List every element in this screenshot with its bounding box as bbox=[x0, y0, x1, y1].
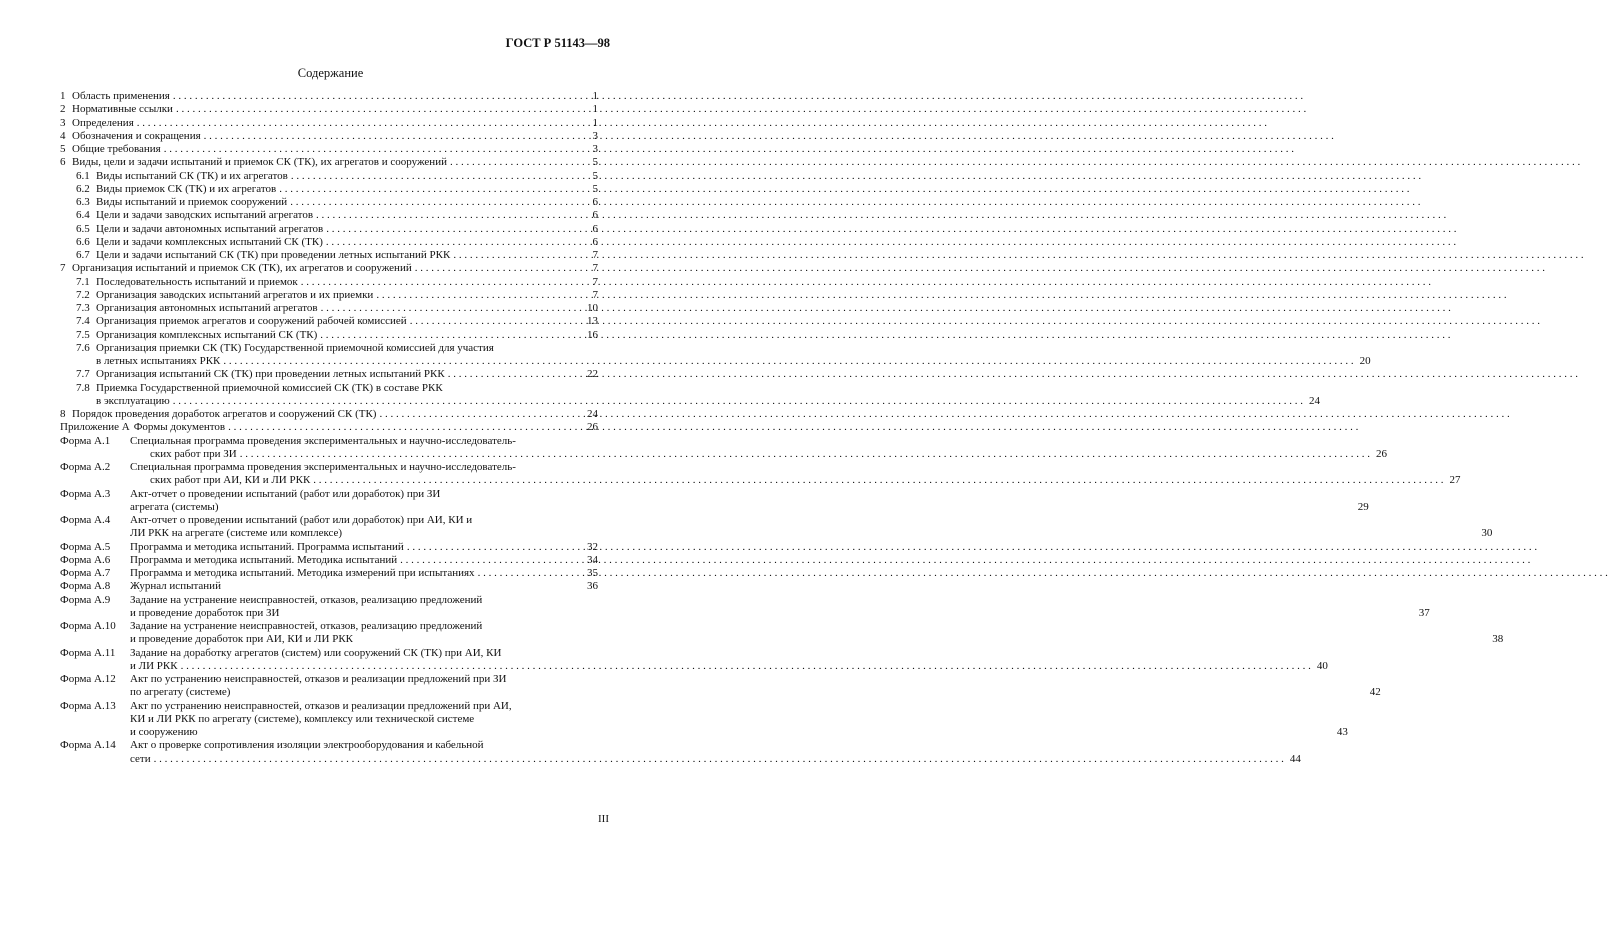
form-label: Форма А.1 bbox=[60, 434, 111, 447]
entry-number: 2 bbox=[60, 103, 66, 116]
dot-leader bbox=[326, 236, 581, 249]
dot-leader bbox=[228, 421, 581, 434]
toc-entry[interactable] bbox=[60, 117, 598, 130]
appendix-label: Приложение А bbox=[60, 421, 130, 434]
toc-subentry[interactable] bbox=[60, 329, 598, 342]
entry-number: 7.6 bbox=[76, 341, 90, 354]
entry-page: 10 bbox=[587, 302, 598, 314]
toc-appendix[interactable] bbox=[60, 421, 598, 434]
table-of-contents bbox=[60, 90, 1504, 766]
form-label: Форма А.13 bbox=[60, 699, 116, 712]
entry-title-line: Акт-отчет о проведении испытаний (работ или доработок) при ЗИ bbox=[130, 487, 441, 500]
entry-title: Область применения bbox=[72, 90, 170, 102]
toc-subentry[interactable] bbox=[60, 236, 598, 249]
entry-page: 22 bbox=[587, 368, 598, 381]
entry-title-line: ЛИ РКК на агрегате (системе или комплексе) bbox=[130, 527, 343, 540]
toc-subentry[interactable] bbox=[60, 183, 598, 196]
dot-leader bbox=[415, 262, 581, 275]
entry-page: 13 bbox=[587, 315, 598, 328]
toc-form[interactable] bbox=[60, 673, 1381, 700]
dot-leader bbox=[279, 183, 581, 196]
entry-number: 7.5 bbox=[76, 328, 90, 341]
entry-number: 8 bbox=[60, 408, 66, 420]
toc-form[interactable] bbox=[60, 461, 1461, 488]
toc-entry[interactable] bbox=[60, 143, 598, 156]
entry-page: 3 bbox=[592, 129, 598, 142]
toc-entry[interactable] bbox=[60, 262, 598, 275]
entry-page: 6 bbox=[592, 209, 598, 222]
standard-header: ГОСТ Р 51143—98 bbox=[505, 36, 610, 50]
entry-title: Нормативные ссылки bbox=[72, 103, 173, 116]
dot-leader bbox=[240, 448, 1370, 461]
toc-subentry[interactable] bbox=[60, 196, 598, 209]
entry-number: 3 bbox=[60, 116, 66, 129]
dot-leader bbox=[379, 408, 581, 421]
entry-number: 7.4 bbox=[76, 315, 90, 328]
entry-title-line: и ЛИ РКК bbox=[130, 659, 178, 672]
form-label: Форма А.5 bbox=[60, 540, 111, 553]
toc-subentry[interactable] bbox=[60, 368, 598, 381]
entry-page: 40 bbox=[1316, 659, 1328, 672]
dot-leader bbox=[154, 753, 1284, 766]
dot-leader bbox=[400, 554, 581, 567]
form-label: Форма А.11 bbox=[60, 646, 116, 659]
entry-title-line: Специальная программа проведения экспериментальных и научно-исследователь- bbox=[130, 461, 516, 473]
entry-number: 6.1 bbox=[76, 169, 90, 182]
toc-subentry[interactable] bbox=[60, 249, 598, 262]
entry-title: Организация приемок агрегатов и сооружений рабочей комиссией bbox=[96, 315, 407, 328]
entry-page: 20 bbox=[1359, 355, 1371, 367]
entry-title-line: Специальная программа проведения экспериментальных и научно-исследователь- bbox=[130, 434, 516, 447]
dot-leader bbox=[290, 196, 581, 209]
entry-title-line: сети bbox=[130, 752, 151, 765]
entry-number: 6.2 bbox=[76, 182, 90, 195]
dot-leader bbox=[291, 170, 581, 183]
entry-title-line: по агрегату (системе) bbox=[130, 686, 231, 699]
entry-number: 7.2 bbox=[76, 288, 90, 301]
dot-leader bbox=[320, 329, 581, 342]
form-label: Форма А.12 bbox=[60, 673, 116, 685]
toc-form[interactable] bbox=[60, 646, 1328, 674]
entry-title-line: Акт по устранению неисправностей, отказов и реализации предложений при ЗИ bbox=[130, 673, 507, 685]
entry-number: 6.3 bbox=[76, 196, 90, 208]
entry-page: 36 bbox=[587, 580, 598, 593]
dot-leader bbox=[316, 209, 581, 222]
entry-number: 7.3 bbox=[76, 302, 90, 314]
entry-page: 5 bbox=[592, 182, 598, 195]
entry-title: Цели и задачи заводских испытаний агрегатов bbox=[96, 209, 314, 222]
entry-number: 5 bbox=[60, 143, 66, 155]
entry-title-line: и проведение доработок при АИ, КИ и ЛИ РКК bbox=[130, 633, 353, 646]
entry-title-line: Организация приемки СК (ТК) Государственной приемочной комиссией для участия bbox=[96, 341, 494, 354]
entry-page: 16 bbox=[587, 328, 598, 341]
entry-title-line: в летных испытаниях РКК bbox=[96, 355, 221, 367]
toc-form[interactable] bbox=[60, 487, 1369, 515]
entry-title: Последовательность испытаний и приемок bbox=[96, 275, 298, 288]
entry-title: Программа и методика испытаний. Программа испытаний bbox=[130, 540, 404, 553]
dot-leader bbox=[448, 368, 581, 381]
entry-title: Программа и методика испытаний. Методика измерений при испытаниях bbox=[130, 567, 475, 579]
toc-form[interactable] bbox=[60, 699, 1348, 740]
entry-title: Обозначения и сокращения bbox=[72, 129, 201, 142]
entry-page: 7 bbox=[592, 275, 598, 288]
form-label: Форма А.2 bbox=[60, 461, 111, 473]
toc-entry[interactable] bbox=[60, 90, 598, 103]
entry-page: 35 bbox=[587, 567, 598, 579]
dot-leader bbox=[173, 395, 1303, 408]
dot-leader bbox=[204, 130, 581, 143]
entry-page: 5 bbox=[592, 169, 598, 182]
entry-number: 7.8 bbox=[76, 381, 90, 394]
entry-page: 3 bbox=[592, 143, 598, 155]
toc-subentry[interactable] bbox=[60, 170, 598, 183]
toc-form[interactable] bbox=[60, 434, 1387, 462]
entry-page: 26 bbox=[1375, 447, 1387, 460]
toc-subentry[interactable] bbox=[60, 223, 598, 236]
form-label: Форма А.4 bbox=[60, 514, 111, 526]
form-label: Форма А.7 bbox=[60, 567, 111, 579]
entry-title: Виды приемок СК (ТК) и их агрегатов bbox=[96, 182, 277, 195]
entry-page: 32 bbox=[587, 540, 598, 553]
entry-title: Организация автономных испытаний агрегатов bbox=[96, 302, 318, 314]
toc-subentry[interactable] bbox=[60, 302, 598, 315]
dot-leader bbox=[453, 249, 581, 262]
entry-title: Формы документов bbox=[133, 421, 226, 434]
entry-title: Виды испытаний СК (ТК) и их агрегатов bbox=[96, 169, 288, 182]
entry-title-line: КИ и ЛИ РКК по агрегату (системе), комплексу или технической системе bbox=[130, 712, 475, 725]
entry-page: 30 bbox=[1481, 527, 1493, 540]
entry-title: Организация испытаний и приемок СК (ТК), их агрегатов и сооружений bbox=[72, 262, 412, 275]
entry-title: Организация заводских испытаний агрегатов и их приемки bbox=[96, 288, 374, 301]
entry-page: 6 bbox=[592, 235, 598, 248]
entry-title: Виды испытаний и приемок сооружений bbox=[96, 196, 288, 208]
toc-form[interactable] bbox=[60, 739, 1301, 766]
entry-title: Организация комплексных испытаний СК (ТК) bbox=[96, 328, 318, 341]
entry-number: 6 bbox=[60, 156, 66, 169]
dot-leader bbox=[313, 474, 1443, 487]
toc-subentry[interactable] bbox=[60, 289, 598, 302]
toc-form[interactable] bbox=[60, 541, 598, 554]
entry-page: 7 bbox=[592, 288, 598, 301]
entry-page: 43 bbox=[1336, 726, 1348, 738]
entry-page: 5 bbox=[592, 156, 598, 169]
dot-leader bbox=[326, 223, 581, 236]
entry-title: Цели и задачи автономных испытаний агрегатов bbox=[96, 222, 324, 235]
entry-title-line: в эксплуатацию bbox=[96, 394, 170, 407]
page-number: III bbox=[598, 813, 609, 825]
entry-page: 44 bbox=[1289, 752, 1301, 765]
toc-entry[interactable] bbox=[60, 130, 598, 143]
entry-page: 42 bbox=[1369, 686, 1381, 699]
toc-form[interactable] bbox=[60, 620, 1504, 647]
entry-title: Цели и задачи комплексных испытаний СК (ТК) bbox=[96, 235, 323, 248]
page-title: Содержание bbox=[297, 66, 364, 80]
toc-subentry[interactable] bbox=[60, 209, 598, 222]
form-label: Форма А.9 bbox=[60, 593, 111, 606]
dot-leader bbox=[301, 276, 581, 289]
entry-number: 6.6 bbox=[76, 235, 90, 248]
entry-title: Цели и задачи испытаний СК (ТК) при проведении летных испытаний РКК bbox=[96, 249, 451, 261]
entry-title: Программа и методика испытаний. Методика испытаний bbox=[130, 553, 398, 566]
toc-form[interactable] bbox=[60, 593, 1430, 621]
toc-form[interactable] bbox=[60, 567, 598, 580]
form-label: Форма А.6 bbox=[60, 553, 111, 566]
form-label: Форма А.10 bbox=[60, 620, 116, 632]
entry-title-line: Акт о проверке сопротивления изоляции электрооборудования и кабельной bbox=[130, 739, 484, 752]
form-label: Форма А.3 bbox=[60, 487, 111, 500]
dot-leader bbox=[181, 660, 1311, 673]
dot-leader bbox=[450, 156, 581, 169]
entry-title-line: и сооружению bbox=[130, 726, 198, 738]
entry-title-line: агрегата (системы) bbox=[130, 500, 219, 513]
dot-leader bbox=[173, 90, 581, 103]
entry-title-line: Задание на доработку агрегатов (систем) или сооружений СК (ТК) при АИ, КИ bbox=[130, 646, 502, 659]
dot-leader bbox=[321, 302, 581, 315]
entry-page: 27 bbox=[1449, 474, 1461, 487]
entry-page: 24 bbox=[1309, 394, 1321, 407]
entry-page: 34 bbox=[587, 553, 598, 566]
entry-page: 29 bbox=[1357, 500, 1369, 513]
entry-title-line: Приемка Государственной приемочной комиссией СК (ТК) в составе РКК bbox=[96, 381, 443, 394]
entry-number: 7 bbox=[60, 262, 66, 275]
entry-number: 6.4 bbox=[76, 209, 90, 222]
toc-subentry[interactable] bbox=[60, 381, 1321, 409]
dot-leader bbox=[176, 103, 581, 116]
entry-number: 6.5 bbox=[76, 222, 90, 235]
entry-number: 7.7 bbox=[76, 368, 90, 381]
entry-page: 1 bbox=[592, 90, 598, 102]
entry-number: 4 bbox=[60, 129, 66, 142]
entry-title-line: Задание на устранение неисправностей, отказов, реализацию предложений bbox=[130, 593, 483, 606]
dot-leader bbox=[223, 355, 1353, 368]
entry-page: 6 bbox=[592, 196, 598, 208]
entry-title-line: ских работ при АИ, КИ и ЛИ РКК bbox=[150, 474, 311, 487]
toc-form[interactable] bbox=[60, 580, 598, 593]
entry-page: 1 bbox=[592, 103, 598, 116]
entry-title: Организация испытаний СК (ТК) при проведении летных испытаний РКК bbox=[96, 368, 445, 381]
dot-leader bbox=[478, 567, 581, 580]
toc-subentry[interactable] bbox=[60, 341, 1371, 369]
entry-title-line: Задание на устранение неисправностей, отказов, реализацию предложений bbox=[130, 620, 483, 632]
entry-title: Виды, цели и задачи испытаний и приемок СК (ТК), их агрегатов и сооружений bbox=[72, 156, 447, 169]
entry-title: Журнал испытаний bbox=[130, 580, 221, 593]
toc-form[interactable] bbox=[60, 554, 598, 567]
dot-leader bbox=[137, 117, 581, 130]
entry-page: 24 bbox=[587, 408, 598, 420]
entry-page: 26 bbox=[587, 421, 598, 434]
entry-page: 7 bbox=[592, 262, 598, 275]
entry-page: 38 bbox=[1492, 633, 1504, 646]
entry-number: 1 bbox=[60, 90, 66, 102]
entry-title: Порядок проведения доработок агрегатов и сооружений СК (ТК) bbox=[72, 408, 377, 420]
toc-subentry[interactable] bbox=[60, 276, 598, 289]
entry-page: 37 bbox=[1418, 606, 1430, 619]
entry-title: Определения bbox=[72, 116, 134, 129]
entry-title-line: Акт-отчет о проведении испытаний (работ или доработок) при АИ, КИ и bbox=[130, 514, 473, 526]
entry-page: 6 bbox=[592, 222, 598, 235]
toc-entry[interactable] bbox=[60, 156, 598, 169]
toc-entry[interactable] bbox=[60, 408, 598, 421]
toc-entry[interactable] bbox=[60, 103, 598, 116]
entry-title-line: ских работ при ЗИ bbox=[150, 447, 237, 460]
entry-number: 7.1 bbox=[76, 275, 90, 288]
dot-leader bbox=[376, 289, 581, 302]
entry-page: 1 bbox=[592, 116, 598, 129]
entry-title-line: и проведение доработок при ЗИ bbox=[130, 606, 280, 619]
entry-number: 6.7 bbox=[76, 249, 90, 261]
form-label: Форма А.8 bbox=[60, 580, 111, 593]
entry-title: Общие требования bbox=[72, 143, 161, 155]
entry-title-line: Акт по устранению неисправностей, отказов и реализации предложений при АИ, bbox=[130, 699, 512, 712]
dot-leader bbox=[407, 541, 581, 554]
dot-leader bbox=[410, 315, 581, 328]
toc-form[interactable] bbox=[60, 514, 1493, 541]
form-label: Форма А.14 bbox=[60, 739, 116, 752]
toc-subentry[interactable] bbox=[60, 315, 598, 328]
dot-leader bbox=[164, 143, 581, 156]
entry-page: 7 bbox=[592, 249, 598, 261]
